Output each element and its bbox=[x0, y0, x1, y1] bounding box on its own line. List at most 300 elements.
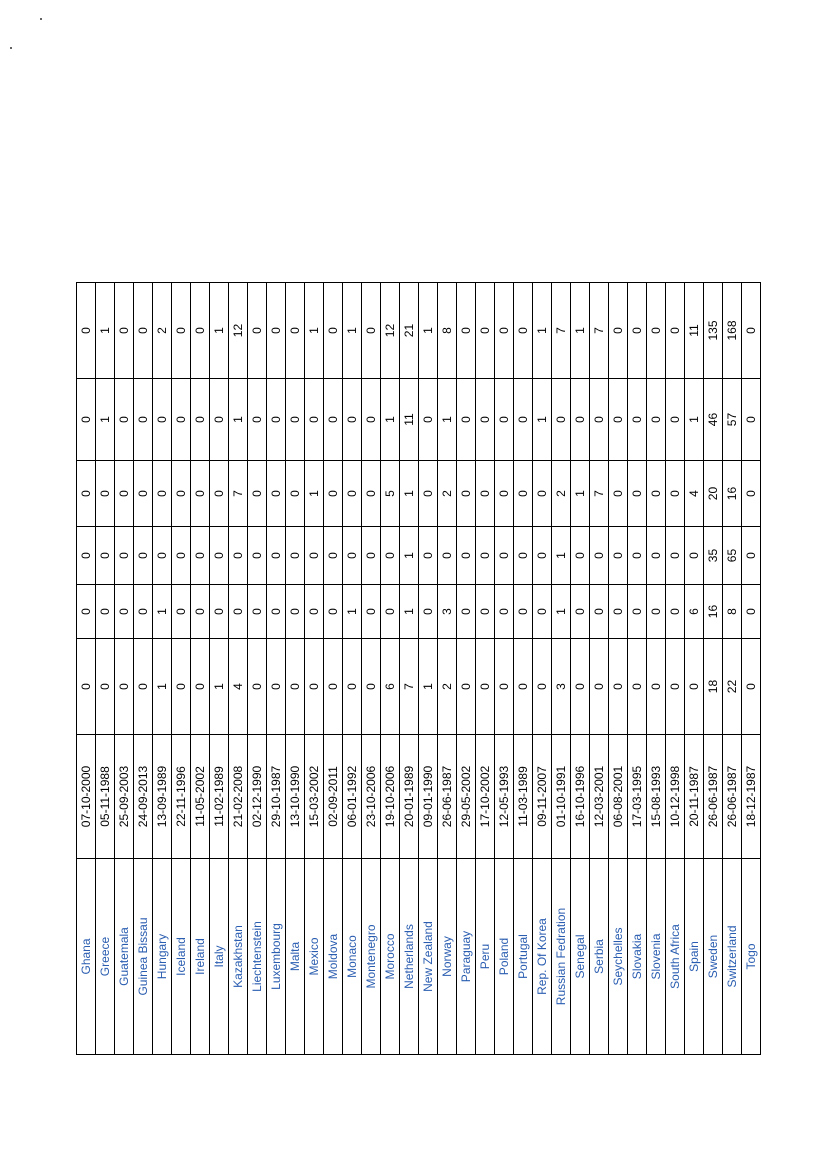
count-cell: 0 bbox=[742, 379, 761, 461]
count-cell: 0 bbox=[324, 461, 343, 527]
country-cell: Moldova bbox=[324, 859, 343, 1055]
date-cell: 12-05-1993 bbox=[495, 735, 514, 859]
table-row bbox=[742, 283, 761, 1055]
count-cell: 0 bbox=[248, 283, 267, 379]
table-row bbox=[685, 283, 704, 1055]
table-row bbox=[267, 283, 286, 1055]
count-cell: 0 bbox=[628, 379, 647, 461]
count-cell: 0 bbox=[476, 283, 495, 379]
count-cell: 0 bbox=[685, 527, 704, 585]
table-row bbox=[495, 283, 514, 1055]
country-cell: Slovakia bbox=[628, 859, 647, 1055]
count-cell: 0 bbox=[286, 283, 305, 379]
count-cell: 0 bbox=[742, 585, 761, 639]
count-cell: 0 bbox=[419, 461, 438, 527]
count-cell: 1 bbox=[153, 639, 172, 735]
table-row bbox=[590, 283, 609, 1055]
count-cell: 7 bbox=[229, 461, 248, 527]
date-cell: 25-09-2003 bbox=[115, 735, 134, 859]
count-cell: 1 bbox=[571, 461, 590, 527]
country-cell: Portugal bbox=[514, 859, 533, 1055]
count-cell: 0 bbox=[362, 461, 381, 527]
count-cell: 0 bbox=[647, 639, 666, 735]
count-cell: 0 bbox=[248, 461, 267, 527]
table-row bbox=[305, 283, 324, 1055]
count-cell: 0 bbox=[210, 527, 229, 585]
count-cell: 0 bbox=[172, 639, 191, 735]
count-cell: 0 bbox=[362, 527, 381, 585]
table-row bbox=[457, 283, 476, 1055]
count-cell: 0 bbox=[457, 461, 476, 527]
count-cell: 0 bbox=[229, 527, 248, 585]
count-cell: 1 bbox=[533, 379, 552, 461]
count-cell: 22 bbox=[723, 639, 742, 735]
country-cell: Luxembourg bbox=[267, 859, 286, 1055]
count-cell: 0 bbox=[742, 283, 761, 379]
country-cell: Poland bbox=[495, 859, 514, 1055]
country-cell: Ireland bbox=[191, 859, 210, 1055]
count-cell: 0 bbox=[172, 585, 191, 639]
count-cell: 0 bbox=[191, 379, 210, 461]
count-cell: 0 bbox=[381, 527, 400, 585]
country-cell: Montenegro bbox=[362, 859, 381, 1055]
table-row bbox=[96, 283, 115, 1055]
count-cell: 0 bbox=[457, 639, 476, 735]
count-cell: 0 bbox=[115, 461, 134, 527]
date-cell: 26-06-1987 bbox=[438, 735, 457, 859]
count-cell: 1 bbox=[438, 379, 457, 461]
date-cell: 12-03-2001 bbox=[590, 735, 609, 859]
count-cell: 16 bbox=[723, 461, 742, 527]
count-cell: 0 bbox=[533, 639, 552, 735]
table-row bbox=[533, 283, 552, 1055]
count-cell: 1 bbox=[552, 527, 571, 585]
count-cell: 1 bbox=[210, 639, 229, 735]
date-cell: 01-10-1991 bbox=[552, 735, 571, 859]
country-cell: Guatemala bbox=[115, 859, 134, 1055]
count-cell: 12 bbox=[229, 283, 248, 379]
country-cell: Paraguay bbox=[457, 859, 476, 1055]
count-cell: 0 bbox=[666, 527, 685, 585]
count-cell: 0 bbox=[514, 527, 533, 585]
count-cell: 0 bbox=[514, 283, 533, 379]
count-cell: 1 bbox=[400, 527, 419, 585]
country-cell: Slovenia bbox=[647, 859, 666, 1055]
count-cell: 0 bbox=[324, 379, 343, 461]
count-cell: 2 bbox=[438, 639, 457, 735]
count-cell: 0 bbox=[438, 527, 457, 585]
count-cell: 0 bbox=[267, 585, 286, 639]
count-cell: 0 bbox=[96, 527, 115, 585]
count-cell: 0 bbox=[609, 461, 628, 527]
count-cell: 0 bbox=[248, 527, 267, 585]
count-cell: 1 bbox=[343, 585, 362, 639]
count-cell: 0 bbox=[609, 283, 628, 379]
count-cell: 0 bbox=[647, 379, 666, 461]
country-cell: Malta bbox=[286, 859, 305, 1055]
table-row bbox=[115, 283, 134, 1055]
date-cell: 07-10-2000 bbox=[77, 735, 96, 859]
table-row bbox=[647, 283, 666, 1055]
count-cell: 0 bbox=[495, 639, 514, 735]
count-cell: 0 bbox=[590, 639, 609, 735]
count-cell: 0 bbox=[191, 461, 210, 527]
country-cell: Guinea Bissau bbox=[134, 859, 153, 1055]
count-cell: 0 bbox=[134, 379, 153, 461]
count-cell: 0 bbox=[647, 283, 666, 379]
date-cell: 17-10-2002 bbox=[476, 735, 495, 859]
table-row bbox=[438, 283, 457, 1055]
count-cell: 1 bbox=[96, 379, 115, 461]
count-cell: 0 bbox=[666, 639, 685, 735]
count-cell: 7 bbox=[590, 283, 609, 379]
count-cell: 3 bbox=[552, 639, 571, 735]
count-cell: 0 bbox=[571, 639, 590, 735]
count-cell: 0 bbox=[191, 283, 210, 379]
country-cell: Mexico bbox=[305, 859, 324, 1055]
count-cell: 1 bbox=[419, 639, 438, 735]
count-cell: 0 bbox=[628, 283, 647, 379]
table-body bbox=[77, 283, 761, 1055]
country-cell: Ghana bbox=[77, 859, 96, 1055]
count-cell: 0 bbox=[115, 639, 134, 735]
count-cell: 0 bbox=[343, 527, 362, 585]
count-cell: 0 bbox=[172, 527, 191, 585]
count-cell: 1 bbox=[305, 461, 324, 527]
count-cell: 8 bbox=[723, 585, 742, 639]
count-cell: 0 bbox=[628, 585, 647, 639]
count-cell: 0 bbox=[77, 639, 96, 735]
count-cell: 0 bbox=[115, 283, 134, 379]
count-cell: 0 bbox=[77, 379, 96, 461]
count-cell: 0 bbox=[647, 527, 666, 585]
count-cell: 0 bbox=[590, 379, 609, 461]
count-cell: 0 bbox=[248, 379, 267, 461]
count-cell: 0 bbox=[343, 379, 362, 461]
count-cell: 0 bbox=[609, 379, 628, 461]
count-cell: 0 bbox=[666, 379, 685, 461]
count-cell: 1 bbox=[552, 585, 571, 639]
count-cell: 0 bbox=[476, 639, 495, 735]
count-cell: 0 bbox=[476, 379, 495, 461]
date-cell: 13-10-1990 bbox=[286, 735, 305, 859]
count-cell: 0 bbox=[514, 639, 533, 735]
count-cell: 1 bbox=[229, 379, 248, 461]
country-cell: Senegal bbox=[571, 859, 590, 1055]
count-cell: 0 bbox=[362, 283, 381, 379]
count-cell: 0 bbox=[324, 283, 343, 379]
count-cell: 0 bbox=[77, 585, 96, 639]
count-cell: 0 bbox=[343, 639, 362, 735]
table-row bbox=[343, 283, 362, 1055]
count-cell: 0 bbox=[343, 461, 362, 527]
count-cell: 0 bbox=[381, 585, 400, 639]
table-row bbox=[704, 283, 723, 1055]
country-cell: Monaco bbox=[343, 859, 362, 1055]
count-cell: 12 bbox=[381, 283, 400, 379]
country-cell: Netherlands bbox=[400, 859, 419, 1055]
count-cell: 1 bbox=[343, 283, 362, 379]
table-row bbox=[286, 283, 305, 1055]
count-cell: 0 bbox=[533, 585, 552, 639]
date-cell: 24-09-2013 bbox=[134, 735, 153, 859]
count-cell: 0 bbox=[495, 283, 514, 379]
date-cell: 05-11-1988 bbox=[96, 735, 115, 859]
count-cell: 0 bbox=[210, 585, 229, 639]
count-cell: 1 bbox=[153, 585, 172, 639]
count-cell: 0 bbox=[191, 527, 210, 585]
count-cell: 0 bbox=[210, 461, 229, 527]
country-cell: Morocco bbox=[381, 859, 400, 1055]
date-cell: 06-08-2001 bbox=[609, 735, 628, 859]
table-row bbox=[77, 283, 96, 1055]
count-cell: 1 bbox=[96, 283, 115, 379]
count-cell: 0 bbox=[324, 639, 343, 735]
count-cell: 3 bbox=[438, 585, 457, 639]
count-cell: 0 bbox=[267, 461, 286, 527]
count-cell: 16 bbox=[704, 585, 723, 639]
country-cell: Togo bbox=[742, 859, 761, 1055]
count-cell: 21 bbox=[400, 283, 419, 379]
count-cell: 0 bbox=[172, 461, 191, 527]
count-cell: 0 bbox=[267, 639, 286, 735]
count-cell: 2 bbox=[153, 283, 172, 379]
count-cell: 0 bbox=[571, 585, 590, 639]
count-cell: 0 bbox=[191, 585, 210, 639]
count-cell: 0 bbox=[229, 585, 248, 639]
count-cell: 46 bbox=[704, 379, 723, 461]
count-cell: 65 bbox=[723, 527, 742, 585]
count-cell: 1 bbox=[400, 585, 419, 639]
count-cell: 0 bbox=[647, 461, 666, 527]
date-cell: 20-11-1987 bbox=[685, 735, 704, 859]
date-cell: 15-03-2002 bbox=[305, 735, 324, 859]
date-cell: 29-10-1987 bbox=[267, 735, 286, 859]
count-cell: 0 bbox=[647, 585, 666, 639]
date-cell: 16-10-1996 bbox=[571, 735, 590, 859]
country-cell: Italy bbox=[210, 859, 229, 1055]
count-cell: 0 bbox=[419, 585, 438, 639]
count-cell: 0 bbox=[115, 527, 134, 585]
scan-speck-2 bbox=[10, 47, 12, 49]
count-cell: 2 bbox=[552, 461, 571, 527]
count-cell: 0 bbox=[248, 639, 267, 735]
count-cell: 0 bbox=[362, 639, 381, 735]
count-cell: 4 bbox=[685, 461, 704, 527]
date-cell: 26-06-1987 bbox=[723, 735, 742, 859]
count-cell: 0 bbox=[286, 639, 305, 735]
date-cell: 19-10-2006 bbox=[381, 735, 400, 859]
count-cell: 6 bbox=[381, 639, 400, 735]
count-cell: 1 bbox=[571, 283, 590, 379]
count-cell: 0 bbox=[305, 379, 324, 461]
count-cell: 0 bbox=[495, 527, 514, 585]
table-row bbox=[476, 283, 495, 1055]
table-row bbox=[134, 283, 153, 1055]
count-cell: 168 bbox=[723, 283, 742, 379]
table-row bbox=[419, 283, 438, 1055]
count-cell: 0 bbox=[191, 639, 210, 735]
date-cell: 18-12-1987 bbox=[742, 735, 761, 859]
count-cell: 0 bbox=[495, 379, 514, 461]
country-cell: Sweden bbox=[704, 859, 723, 1055]
country-cell: Greece bbox=[96, 859, 115, 1055]
count-cell: 0 bbox=[628, 527, 647, 585]
table-row bbox=[514, 283, 533, 1055]
date-cell: 21-02-2008 bbox=[229, 735, 248, 859]
count-cell: 0 bbox=[210, 379, 229, 461]
count-cell: 0 bbox=[419, 379, 438, 461]
count-cell: 0 bbox=[419, 527, 438, 585]
count-cell: 11 bbox=[685, 283, 704, 379]
date-cell: 17-03-1995 bbox=[628, 735, 647, 859]
count-cell: 1 bbox=[381, 379, 400, 461]
scan-speck-1 bbox=[40, 18, 42, 20]
count-cell: 0 bbox=[77, 283, 96, 379]
count-cell: 0 bbox=[153, 379, 172, 461]
date-cell: 09-01-1990 bbox=[419, 735, 438, 859]
count-cell: 0 bbox=[115, 379, 134, 461]
count-cell: 0 bbox=[286, 379, 305, 461]
count-cell: 20 bbox=[704, 461, 723, 527]
count-cell: 135 bbox=[704, 283, 723, 379]
count-cell: 0 bbox=[457, 527, 476, 585]
count-cell: 0 bbox=[590, 527, 609, 585]
count-cell: 0 bbox=[666, 585, 685, 639]
count-cell: 0 bbox=[571, 527, 590, 585]
count-cell: 1 bbox=[210, 283, 229, 379]
count-cell: 0 bbox=[286, 527, 305, 585]
count-cell: 0 bbox=[552, 379, 571, 461]
count-cell: 18 bbox=[704, 639, 723, 735]
country-cell: Peru bbox=[476, 859, 495, 1055]
count-cell: 0 bbox=[666, 283, 685, 379]
count-cell: 0 bbox=[172, 283, 191, 379]
count-cell: 0 bbox=[457, 379, 476, 461]
count-cell: 5 bbox=[381, 461, 400, 527]
country-cell: Russian Fedration bbox=[552, 859, 571, 1055]
date-cell: 11-02-1989 bbox=[210, 735, 229, 859]
count-cell: 0 bbox=[96, 585, 115, 639]
date-cell: 02-12-1990 bbox=[248, 735, 267, 859]
count-cell: 0 bbox=[476, 585, 495, 639]
count-cell: 0 bbox=[533, 527, 552, 585]
count-cell: 0 bbox=[609, 585, 628, 639]
country-cell: Spain bbox=[685, 859, 704, 1055]
count-cell: 0 bbox=[571, 379, 590, 461]
count-cell: 0 bbox=[134, 527, 153, 585]
count-cell: 0 bbox=[286, 461, 305, 527]
date-cell: 10-12-1998 bbox=[666, 735, 685, 859]
count-cell: 0 bbox=[628, 461, 647, 527]
table-row bbox=[153, 283, 172, 1055]
count-cell: 0 bbox=[609, 639, 628, 735]
country-cell: Norway bbox=[438, 859, 457, 1055]
country-cell: Seychelles bbox=[609, 859, 628, 1055]
count-cell: 0 bbox=[96, 461, 115, 527]
table-row bbox=[628, 283, 647, 1055]
table-row bbox=[248, 283, 267, 1055]
count-cell: 0 bbox=[457, 585, 476, 639]
date-cell: 15-08-1993 bbox=[647, 735, 666, 859]
country-cell: Iceland bbox=[172, 859, 191, 1055]
count-cell: 0 bbox=[742, 527, 761, 585]
count-cell: 8 bbox=[438, 283, 457, 379]
date-cell: 13-09-1989 bbox=[153, 735, 172, 859]
count-cell: 0 bbox=[77, 527, 96, 585]
count-cell: 0 bbox=[305, 585, 324, 639]
count-cell: 35 bbox=[704, 527, 723, 585]
count-cell: 1 bbox=[305, 283, 324, 379]
count-cell: 7 bbox=[552, 283, 571, 379]
date-cell: 11-03-1989 bbox=[514, 735, 533, 859]
count-cell: 0 bbox=[476, 461, 495, 527]
date-cell: 29-05-2002 bbox=[457, 735, 476, 859]
count-cell: 7 bbox=[400, 639, 419, 735]
count-cell: 11 bbox=[400, 379, 419, 461]
count-cell: 0 bbox=[590, 585, 609, 639]
date-cell: 26-06-1987 bbox=[704, 735, 723, 859]
table-row bbox=[571, 283, 590, 1055]
count-cell: 0 bbox=[685, 639, 704, 735]
table-row bbox=[362, 283, 381, 1055]
table-row bbox=[666, 283, 685, 1055]
count-cell: 0 bbox=[267, 283, 286, 379]
count-cell: 0 bbox=[134, 585, 153, 639]
count-cell: 0 bbox=[495, 585, 514, 639]
country-cell: Liechtenstein bbox=[248, 859, 267, 1055]
table-row bbox=[609, 283, 628, 1055]
date-cell: 02-09-2011 bbox=[324, 735, 343, 859]
count-cell: 0 bbox=[267, 379, 286, 461]
count-cell: 0 bbox=[77, 461, 96, 527]
date-cell: 06-01-1992 bbox=[343, 735, 362, 859]
count-cell: 0 bbox=[134, 283, 153, 379]
country-cell: Kazakhstan bbox=[229, 859, 248, 1055]
count-cell: 1 bbox=[419, 283, 438, 379]
table-row bbox=[552, 283, 571, 1055]
count-cell: 1 bbox=[685, 379, 704, 461]
table-row bbox=[210, 283, 229, 1055]
count-cell: 0 bbox=[362, 585, 381, 639]
count-cell: 0 bbox=[533, 461, 552, 527]
table-row bbox=[400, 283, 419, 1055]
count-cell: 7 bbox=[590, 461, 609, 527]
count-cell: 0 bbox=[153, 461, 172, 527]
country-cell: Rep. Of Korea bbox=[533, 859, 552, 1055]
count-cell: 0 bbox=[267, 527, 286, 585]
country-cell: South Africa bbox=[666, 859, 685, 1055]
table-row bbox=[381, 283, 400, 1055]
count-cell: 0 bbox=[286, 585, 305, 639]
country-cell: Hungary bbox=[153, 859, 172, 1055]
date-cell: 11-05-2002 bbox=[191, 735, 210, 859]
count-cell: 0 bbox=[514, 461, 533, 527]
count-cell: 0 bbox=[742, 639, 761, 735]
date-cell: 23-10-2006 bbox=[362, 735, 381, 859]
date-cell: 22-11-1996 bbox=[172, 735, 191, 859]
count-cell: 0 bbox=[172, 379, 191, 461]
table-row bbox=[723, 283, 742, 1055]
count-cell: 0 bbox=[305, 527, 324, 585]
count-cell: 0 bbox=[514, 585, 533, 639]
count-cell: 0 bbox=[362, 379, 381, 461]
count-cell: 0 bbox=[324, 585, 343, 639]
count-cell: 0 bbox=[457, 283, 476, 379]
count-cell: 0 bbox=[495, 461, 514, 527]
count-cell: 6 bbox=[685, 585, 704, 639]
count-cell: 0 bbox=[305, 639, 324, 735]
